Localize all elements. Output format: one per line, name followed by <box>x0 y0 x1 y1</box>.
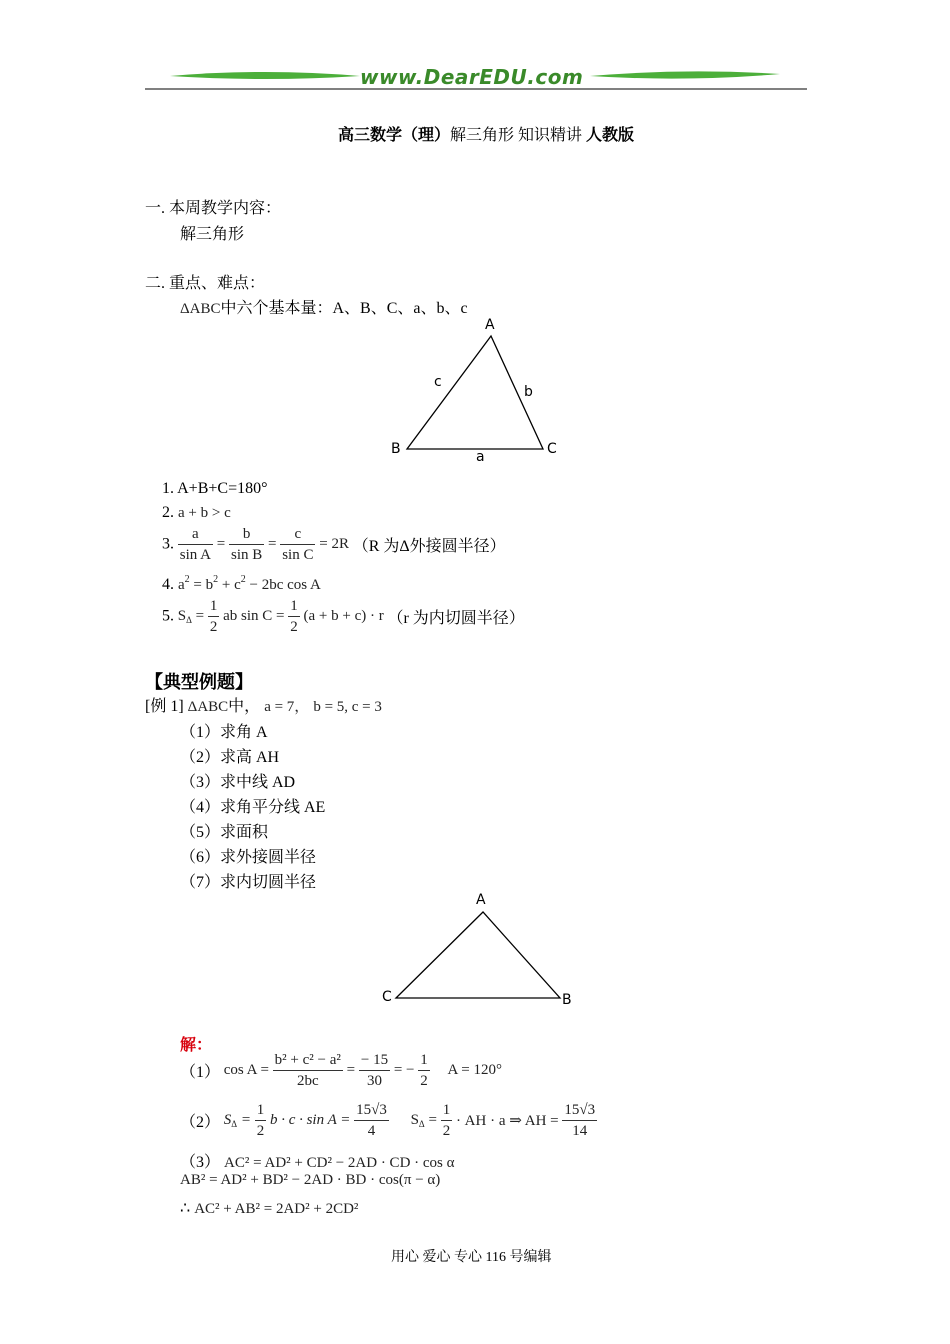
tri2-label-C: C <box>382 989 392 1005</box>
s1-frac3-den: 2 <box>420 1073 428 1089</box>
s1-frac3 <box>418 1050 430 1091</box>
frac-half-1 <box>208 596 220 637</box>
tri1-label-B: B <box>391 441 401 457</box>
s2-frac-den: 4 <box>367 1123 376 1139</box>
solution-step-2: （2） $S_\Delta$ = $\frac{1}{2}$ b · c · sin A = $\frac{15√3}{4}$ $S_\Delta$ = $\frac{1}{2}$ · AH · a ⇒ AH = $\frac{15√3}{14}$ <box>180 1102 596 1139</box>
triangle2-shape <box>396 912 560 998</box>
formula-3-note: （R 为Δ外接圆半径） <box>352 538 506 555</box>
example-1-a: a = 7， <box>264 699 310 715</box>
s1-num: （1） <box>180 1064 221 1081</box>
s2-half2-den: 2 <box>442 1123 451 1139</box>
formula-2-expr: a + b > c <box>178 505 231 521</box>
frac-b-num: b <box>229 524 264 545</box>
section1-heading: 一. 本周教学内容： <box>145 200 282 217</box>
example-1-question-2: （2）求高 AH <box>180 749 280 766</box>
example-1-label: [例 1] <box>145 698 184 715</box>
example-1-question-7: （7）求内切圆半径 <box>180 874 317 891</box>
s3-line1: AC² = AD² + CD² − 2AD · CD · cos α <box>224 1155 455 1171</box>
s2-S2: S <box>410 1112 419 1128</box>
frac-b-sinB <box>229 524 264 565</box>
frac-c-sinC <box>280 524 315 565</box>
frac-a-den: sin A <box>179 547 212 563</box>
section2-heading: 二. 重点、难点： <box>145 275 266 292</box>
s3-line3: AC² + AB² = 2AD² + 2CD² <box>194 1201 359 1217</box>
s3-therefore: ∴ <box>180 1200 191 1217</box>
s1-frac-den: 2bc <box>296 1073 319 1089</box>
formula-1: 1. A+B+C=180° <box>162 480 268 497</box>
s2-half <box>255 1100 267 1141</box>
s2-half-den: 2 <box>256 1123 265 1139</box>
formula-4-num: 4. <box>162 576 174 593</box>
s1-eq3: = − <box>393 1062 415 1078</box>
example-1-question-6: （6）求外接圆半径 <box>180 849 317 866</box>
formula-2 <box>162 504 231 522</box>
frac-c-num: c <box>280 524 315 545</box>
formula-3: 3. $\frac{a}{\text{sin A}}$ = $\frac{b}{\text{sin B}}$ = $\frac{c}{\text{sin C}}$ = 2R （R 为Δ外接圆半径） <box>162 526 506 563</box>
logo-text: www.DearEDU.com <box>360 65 584 89</box>
example-1-tri: ΔABC <box>187 699 229 715</box>
frac-c-den: sin C <box>282 547 314 563</box>
title-part3: 人教版 <box>582 127 635 144</box>
formula-3-eq: = 2R <box>319 536 349 552</box>
s2-frac <box>354 1100 389 1141</box>
basics-text: 中六个基本量：A、B、C、a、b、c <box>220 300 468 317</box>
formula-4: 4. $a^2 = b^2 + c^2 - 2bc$ cos A <box>162 574 321 593</box>
solution-step-3 <box>180 1149 455 1172</box>
s2-half2-num: 1 <box>441 1100 453 1121</box>
s1-frac-num: b² + c² − a² <box>273 1050 343 1071</box>
title-part1: 高三数学（理） <box>338 127 451 144</box>
formula-5-S: S <box>177 608 187 624</box>
tri2-label-B: B <box>562 992 572 1008</box>
solution-step-1 <box>180 1050 502 1091</box>
s2-half-num: 1 <box>255 1100 267 1121</box>
frac-b-den: sin B <box>230 547 263 563</box>
triangle1-shape <box>407 336 543 449</box>
s2-frac2 <box>562 1100 597 1141</box>
s1-frac2-den: 30 <box>366 1073 382 1089</box>
formula-5-mid: ab sin C = <box>223 608 285 624</box>
tri1-label-c: c <box>434 374 442 390</box>
half-2-den: 2 <box>290 619 298 635</box>
formula-5-num: 5. <box>162 607 174 625</box>
s2-frac2-den: 14 <box>572 1123 588 1139</box>
example-1-question-1: （1）求角 A <box>180 724 268 741</box>
example-1-question-5: （5）求面积 <box>180 824 269 841</box>
example-1-bc: b = 5, c = 3 <box>313 699 382 715</box>
frac-half-2 <box>288 596 300 637</box>
s3-line3-wrap <box>180 1198 358 1218</box>
s3-line2: AB² = AD² + BD² − 2AD · BD · cos(π − α) <box>180 1172 441 1188</box>
title-part2: 解三角形 知识精讲 <box>450 127 583 144</box>
formula-4-rest: − 2bc cos A <box>249 577 321 593</box>
formula-3-num: 3. <box>162 535 174 553</box>
s1-frac <box>273 1050 343 1091</box>
s1-result: A = 120° <box>447 1062 502 1078</box>
solution-label: 解： <box>180 1037 213 1054</box>
s1-frac2-num: − 15 <box>359 1050 390 1071</box>
example-1-text: 中， <box>228 698 261 715</box>
tri1-label-a: a <box>476 449 485 465</box>
frac-a-sinA <box>178 524 213 565</box>
basics-prefix: ΔABC <box>180 301 221 317</box>
half-2-num: 1 <box>288 596 300 617</box>
example-1-question-3: （3）求中线 AD <box>180 774 296 791</box>
s1-eq2: = <box>346 1062 356 1078</box>
tri1-label-A: A <box>485 317 495 333</box>
page-footer: 用心 爱心 专心 116 号编辑 <box>391 1250 552 1265</box>
s1-frac2 <box>359 1050 390 1091</box>
formula-2-num: 2. <box>162 504 174 521</box>
tri1-label-b: b <box>524 384 533 400</box>
example-1-line <box>145 693 382 716</box>
header-logo <box>145 62 807 96</box>
formula-5-end: (a + b + c) · r <box>303 608 384 624</box>
tri1-label-C: C <box>547 441 557 457</box>
tri2-label-A: A <box>476 892 486 908</box>
page-title <box>338 122 634 145</box>
s3-num: （3） <box>180 1154 221 1171</box>
s2-frac-num: 15√3 <box>354 1100 389 1121</box>
triangle-diagram-2 <box>378 890 578 1010</box>
s2-mid: b · c · sin A = <box>269 1112 351 1128</box>
s2-mid2: · AH · a ⇒ AH = <box>455 1113 559 1129</box>
frac-a-num: a <box>178 524 213 545</box>
formula-5-note: （r 为内切圆半径） <box>387 610 525 627</box>
half-1-num: 1 <box>208 596 220 617</box>
s2-frac2-num: 15√3 <box>562 1100 597 1121</box>
s2-num: （2） <box>180 1114 221 1131</box>
formula-4-eq: = b <box>193 577 214 593</box>
s2-half2 <box>441 1100 453 1141</box>
s1-frac3-num: 1 <box>418 1050 430 1071</box>
examples-heading: 【典型例题】 <box>145 672 253 692</box>
s1-cos: cos A = <box>223 1062 269 1078</box>
example-1-question-4: （4）求角平分线 AE <box>180 799 326 816</box>
basics-line <box>180 295 468 318</box>
formula-5: 5. $S_\Delta$ = $\frac{1}{2}$ ab sin C = $\frac{1}{2}$ (a + b + c) · r （r 为内切圆半径） <box>162 598 525 635</box>
section1-content: 解三角形 <box>180 226 245 243</box>
half-1-den: 2 <box>209 619 218 635</box>
triangle-diagram-1 <box>385 316 565 468</box>
s2-S: S <box>223 1112 232 1128</box>
